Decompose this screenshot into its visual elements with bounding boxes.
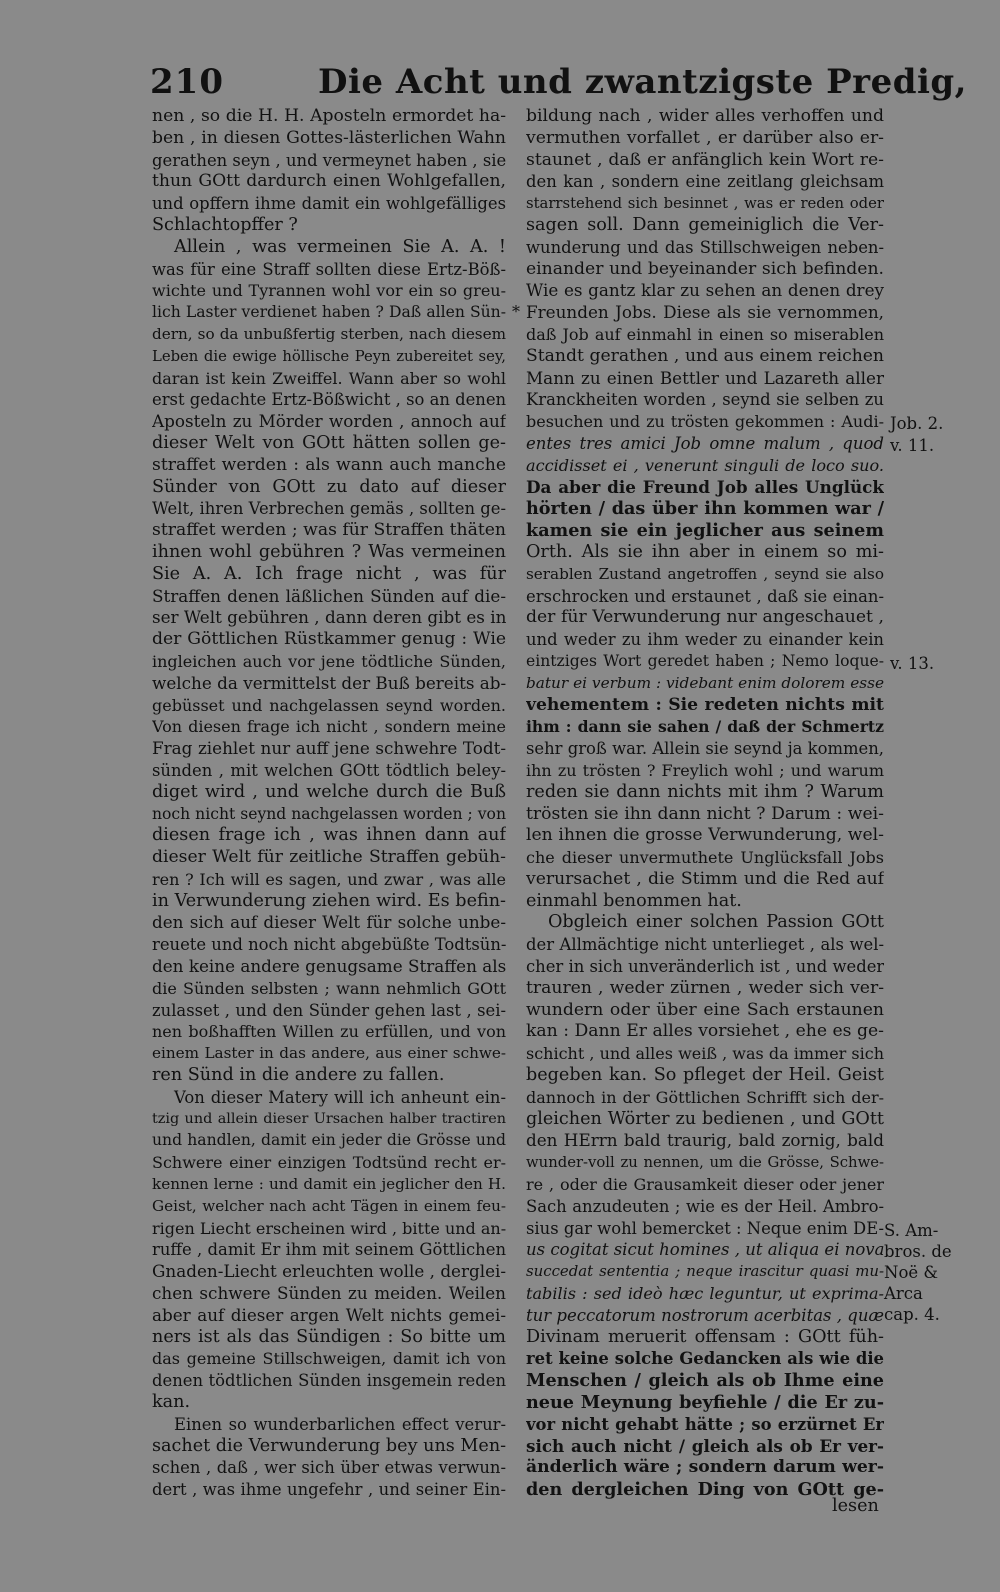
text-line: trösten sie ihn dann nicht ? Darum : wei- xyxy=(526,803,884,824)
text-line: wichte und Tyrannen wohl vor ein so greu- xyxy=(152,281,506,301)
text-line: tur peccatorum nostrorum acerbitas , quæ xyxy=(526,1305,884,1325)
text-line: welche da vermittelst der Buß bereits ab- xyxy=(152,672,506,693)
text-line: Menschen / gleich als ob Ihme eine xyxy=(526,1370,884,1392)
text-line: chen schwere Sünden zu meiden. Weilen xyxy=(152,1283,506,1304)
text-line: Da aber die Freund Job alles Unglück xyxy=(526,476,884,497)
text-line: gerathen seyn , und vermeynet haben , sie xyxy=(152,150,506,170)
text-line: ihm : dann sie sahen / daß der Schmertz xyxy=(526,717,884,737)
text-line: was für eine Straff sollten diese Ertz-Böß- xyxy=(152,259,506,279)
text-line: reden sie dann nichts mit ihm ? Warum xyxy=(526,781,884,802)
text-line: Orth. Als sie ihn aber in einem so mi- xyxy=(526,541,884,562)
text-line: ret keine solche Gedancken als wie die xyxy=(526,1349,884,1369)
margin-note-line: S. Am- xyxy=(884,1221,939,1240)
text-line: diget wird , und welche durch die Buß xyxy=(152,781,506,802)
text-line: Frag ziehlet nur auff jene schwehre Todt- xyxy=(152,738,506,759)
margin-note-line: Arca xyxy=(884,1284,923,1303)
margin-note-v11: v. 11. xyxy=(890,436,935,455)
text-line: Straffen denen läßlichen Sünden auf die- xyxy=(152,585,506,606)
text-line: Gnaden-Liecht erleuchten wolle , derglei- xyxy=(152,1261,506,1282)
right-text-column xyxy=(526,106,884,1501)
margin-note-line: bros. de xyxy=(884,1242,952,1261)
text-line: sünden , mit welchen GOtt tödtlich beley- xyxy=(152,760,506,780)
text-line: che dieser unvermuthete Unglücksfall Jobs xyxy=(526,848,884,868)
text-line: sich auch nicht / gleich als ob Er ver- xyxy=(526,1435,884,1456)
text-line: ners ist als das Sündigen : So bitte um xyxy=(152,1326,506,1347)
text-line: ruffe , damit Er ihm mit seinem Göttlichen xyxy=(152,1240,506,1260)
margin-note-line: cap. 4. xyxy=(884,1305,940,1324)
text-line: begeben kan. So pfleget der Heil. Geist xyxy=(526,1065,884,1086)
margin-note-line: Noë & xyxy=(884,1263,939,1282)
text-line: gleichen Wörter zu bedienen , und GOtt xyxy=(526,1108,884,1129)
text-line: kan : Dann Er alles vorsiehet , ehe es ge- xyxy=(526,1021,884,1042)
text-line: wunder-voll zu nennen, um die Grösse, Schwe- xyxy=(526,1154,884,1172)
text-line: und opffern ihme damit ein wohlgefälliges xyxy=(152,194,506,214)
running-title: Die Acht und zwantzigste Predig, xyxy=(318,62,968,102)
text-line: das gemeine Stillschweigen, damit ich von xyxy=(152,1349,506,1369)
margin-note-ambrosius xyxy=(884,1220,952,1325)
text-line: entes tres amici Job omne malum , quod xyxy=(526,433,884,453)
text-line: Sach anzudeuten ; wie es der Heil. Ambro- xyxy=(526,1196,884,1216)
text-line: schicht , und alles weiß , was da immer sich xyxy=(526,1044,884,1064)
text-line: einem Laster in das andere, aus einer schwe- xyxy=(152,1044,506,1063)
text-line: Schlachtopffer ? xyxy=(152,214,298,235)
text-line: sehr groß war. Allein sie seynd ja kommen, xyxy=(526,739,884,759)
text-line: Allein , was vermeinen Sie A. A. ! xyxy=(174,236,506,257)
text-line: Wie es gantz klar zu sehen an denen drey xyxy=(526,280,884,301)
text-line: Kranckheiten worden , seynd sie selben zu xyxy=(526,390,884,410)
text-line: aber auf dieser argen Welt nichts gemei- xyxy=(152,1304,506,1325)
catchword: lesen xyxy=(832,1496,879,1516)
text-line: daran ist kein Zweiffel. Wann aber so wohl xyxy=(152,368,506,388)
text-line: Leben die ewige höllische Peyn zubereitet sey, xyxy=(152,347,506,365)
text-line: eintziges Wort geredet haben ; Nemo loque- xyxy=(526,651,884,670)
text-line: der für Verwunderung nur angeschauet , xyxy=(526,607,884,628)
text-line: serablen Zustand angetroffen , seynd sie also xyxy=(526,564,884,583)
text-line: daß Job auf einmahl in einen so miserablen xyxy=(526,324,884,344)
page-number: 210 xyxy=(150,62,224,102)
text-line: diesen frage ich , was ihnen dann auf xyxy=(152,825,506,846)
text-line: in Verwunderung ziehen wird. Es befin- xyxy=(152,890,506,911)
text-line: len ihnen die grosse Verwunderung, wel- xyxy=(526,825,884,846)
text-line: dieser Welt von GOtt hätten sollen ge- xyxy=(152,432,506,453)
text-line: dert , was ihme ungefehr , und seiner Ein- xyxy=(152,1480,506,1500)
text-line: und handlen, damit ein jeder die Grösse und xyxy=(152,1131,506,1150)
margin-note-v13: v. 13. xyxy=(890,654,935,673)
text-line: cher in sich unveränderlich ist , und weder xyxy=(526,957,884,977)
margin-note-job-2: Job. 2. xyxy=(890,414,944,433)
text-line: erst gedachte Ertz-Bößwicht , so an denen xyxy=(152,390,506,410)
text-line: Freunden Jobs. Diese als sie vernommen, xyxy=(526,302,884,323)
text-line: besuchen und zu trösten gekommen : Audi- xyxy=(526,412,884,432)
text-line: Sünder von GOtt zu dato auf dieser xyxy=(152,476,506,497)
text-line: neue Meynung beyfiehle / die Er zu- xyxy=(526,1392,884,1414)
text-line: kan. xyxy=(152,1392,191,1413)
text-line: Aposteln zu Mörder worden , annoch auf xyxy=(152,411,506,432)
text-line: ihn zu trösten ? Freylich wohl ; und warum xyxy=(526,760,884,780)
text-line: der Göttlichen Rüstkammer genug : Wie xyxy=(152,629,506,650)
text-line: den sich auf dieser Welt für solche unbe- xyxy=(152,912,506,933)
text-line: sius gar wohl bemercket : Neque enim DE- xyxy=(526,1218,884,1238)
text-line: reuete und noch nicht abgebüßte Todtsün- xyxy=(152,935,506,955)
page-header xyxy=(150,62,968,108)
text-line: denen tödtlichen Sünden insgemein reden xyxy=(152,1371,506,1391)
text-line: dieser Welt für zeitliche Straffen gebüh- xyxy=(152,847,506,868)
text-line: erschrocken und erstaunet , daß sie einan- xyxy=(526,586,884,606)
text-line: Geist, welcher nach acht Tägen in einem feu- xyxy=(152,1196,506,1215)
text-line: gebüsset und nachgelassen seynd worden. xyxy=(152,695,506,715)
text-line: den dergleichen Ding von GOtt ge- xyxy=(526,1479,884,1501)
text-line: Schwere einer einzigen Todtsünd recht er- xyxy=(152,1153,506,1173)
text-line: schen , daß , wer sich über etwas verwun- xyxy=(152,1458,506,1478)
text-line: einmahl benommen hat. xyxy=(526,890,742,911)
left-text-column xyxy=(152,106,506,1501)
text-line: und weder zu ihm weder zu einander kein xyxy=(526,630,884,650)
text-line: wundern oder über eine Sach erstaunen xyxy=(526,999,884,1020)
text-line: trauren , weder zürnen , weder sich ver- xyxy=(526,977,884,998)
text-line: thun GOtt dardurch einen Wohlgefallen, xyxy=(152,171,506,192)
text-line: den HErrn bald traurig, bald zornig, bald xyxy=(526,1130,884,1151)
text-line: straffet werden : als wann auch manche xyxy=(152,454,506,475)
text-line: staunet , daß er anfänglich kein Wort re- xyxy=(526,149,884,170)
text-line: batur ei verbum : videbant enim dolorem esse xyxy=(526,673,884,692)
text-line: Einen so wunderbarlichen effect verur- xyxy=(174,1414,506,1434)
text-line: re , oder die Grausamkeit dieser oder jener xyxy=(526,1175,884,1195)
text-line: Mann zu einen Bettler und Lazareth aller xyxy=(526,367,884,388)
text-line: succedat sententia ; neque irascitur quasi mu- xyxy=(526,1262,884,1281)
text-line: nen , so die H. H. Aposteln ermordet ha- xyxy=(152,106,506,126)
text-line: der Allmächtige nicht unterlieget , als wel- xyxy=(526,935,884,955)
text-line: dern, so da unbußfertig sterben, nach diesem xyxy=(152,324,506,343)
text-line: Von dieser Matery will ich anheunt ein- xyxy=(174,1087,506,1107)
text-line: den keine andere genugsame Straffen als xyxy=(152,956,506,977)
text-line: bildung nach , wider alles verhoffen und xyxy=(526,106,884,126)
text-line: sagen soll. Dann gemeiniglich die Ver- xyxy=(526,214,884,235)
text-line: Divinam meruerit offensam : GOtt füh- xyxy=(526,1326,884,1347)
text-line: kamen sie ein jeglicher aus seinem xyxy=(526,520,884,542)
text-line: Von diesen frage ich nicht , sondern meine xyxy=(152,717,506,737)
text-line: verursachet , die Stimm und die Red auf xyxy=(526,868,884,889)
text-line: ingleichen auch vor jene tödtliche Sünden, xyxy=(152,651,506,671)
text-line: accidisset ei , venerunt singuli de loco suo. xyxy=(526,455,884,475)
text-line: einander und beyeinander sich befinden. xyxy=(526,258,884,279)
text-line: änderlich wäre ; sondern darum wer- xyxy=(526,1457,884,1478)
text-line: dannoch in der Göttlichen Schrifft sich der- xyxy=(526,1087,884,1107)
text-line: die Sünden selbsten ; wann nehmlich GOtt xyxy=(152,978,506,998)
text-line: straffet werden ; was für Straffen thäten xyxy=(152,520,506,541)
text-line: vor nicht gehabt hätte ; so erzürnet Er xyxy=(526,1414,884,1434)
text-line: kennen lerne : und damit ein jeglicher den H. xyxy=(152,1175,506,1194)
text-line: hörten / das über ihn kommen war / xyxy=(526,498,884,520)
text-line: rigen Liecht erscheinen wird , bitte und an- xyxy=(152,1218,506,1238)
text-line: ihnen wohl gebühren ? Was vermeinen xyxy=(152,541,506,562)
text-line: den kan , sondern eine zeitlang gleichsam xyxy=(526,172,884,192)
text-line: us cogitat sicut homines , ut aliqua ei nova xyxy=(526,1240,884,1260)
text-line: wunderung und das Stillschweigen neben- xyxy=(526,237,884,257)
text-line: vermuthen vorfallet , er darüber also er- xyxy=(526,127,884,148)
text-line: vehementem : Sie redeten nichts mit xyxy=(526,694,884,715)
text-line: tabilis : sed ideò hæc leguntur, ut exprima- xyxy=(526,1284,884,1304)
text-line: ren ? Ich will es sagen, und zwar , was alle xyxy=(152,869,506,889)
text-line: zulasset , und den Sünder gehen last , sei- xyxy=(152,1000,506,1020)
text-line: Welt, ihren Verbrechen gemäs , sollten ge- xyxy=(152,499,506,519)
text-line: starrstehend sich besinnet , was er reden oder xyxy=(526,195,884,213)
text-line: Obgleich einer solchen Passion GOtt xyxy=(548,912,884,933)
text-line: Sie A. A. Ich frage nicht , was für xyxy=(152,563,506,584)
text-line: Standt gerathen , und aus einem reichen xyxy=(526,345,884,366)
text-line: ben , in diesen Gottes-lästerlichen Wahn xyxy=(152,127,506,148)
marginal-asterisk: * xyxy=(512,302,520,321)
text-line: ren Sünd in die andere zu fallen. xyxy=(152,1065,445,1086)
text-line: noch nicht seynd nachgelassen worden ; von xyxy=(152,804,506,823)
text-line: sachet die Verwunderung bey uns Men- xyxy=(152,1435,506,1456)
text-line: lich Laster verdienet haben ? Daß allen Sün- xyxy=(152,303,506,322)
text-line: nen boßhafften Willen zu erfüllen, und von xyxy=(152,1022,506,1042)
text-line: tzig und allein dieser Ursachen halber tractiren xyxy=(152,1110,506,1127)
text-line: ser Welt gebühren , dann deren gibt es in xyxy=(152,607,506,628)
